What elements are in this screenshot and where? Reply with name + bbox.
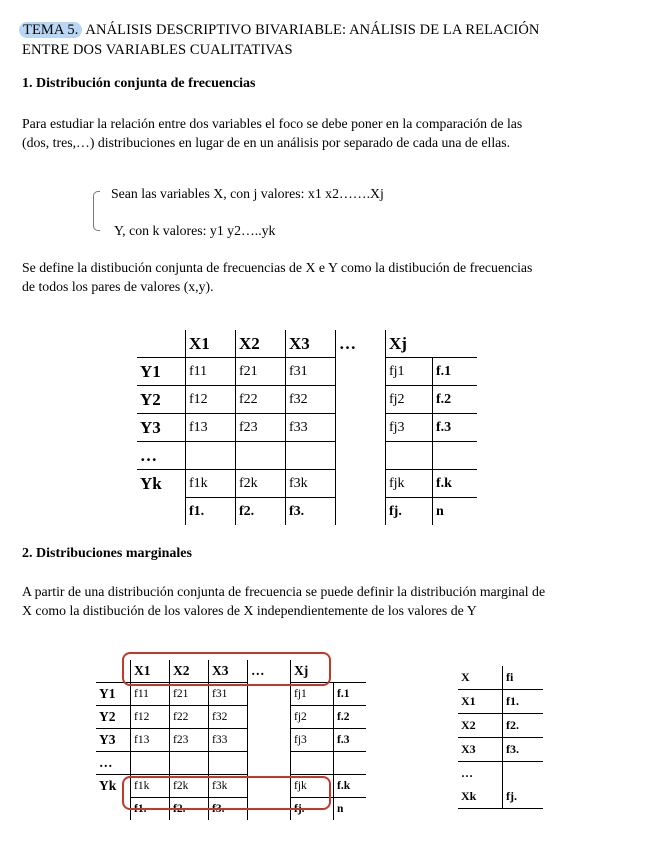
small-joint-cell: f21	[170, 683, 209, 706]
title-line-2: ENTRE DOS VARIABLES CUALITATIVAS	[22, 42, 293, 58]
small-joint-header-cell: Xj	[291, 660, 334, 683]
joint-header-cell: Xj	[386, 330, 433, 358]
small-joint-cell	[170, 752, 209, 775]
joint-cell: fj2	[386, 386, 433, 414]
marginal-cell: f3.	[503, 738, 544, 762]
marginal-row	[458, 690, 543, 714]
marginal-cell: Xk	[458, 785, 503, 809]
small-joint-row-label: …	[96, 752, 131, 775]
tema-label: TEMA 5.	[19, 22, 82, 38]
small-joint-cell: f.2	[334, 706, 367, 729]
marginal-row	[458, 785, 543, 809]
joint-cell: fj1	[386, 358, 433, 386]
joint-cell: f3.	[286, 498, 336, 526]
joint-header-cell	[433, 330, 478, 358]
small-joint-cell	[291, 752, 334, 775]
marginal-cell: X3	[458, 738, 503, 762]
joint-header-cell: X1	[186, 330, 236, 358]
joint-cell	[433, 442, 478, 470]
small-joint-header-cell: X1	[131, 660, 170, 683]
joint-cell: f1k	[186, 470, 236, 498]
small-joint-cell: f.k	[334, 775, 367, 798]
small-joint-cell: f2k	[170, 775, 209, 798]
joint-cell	[336, 498, 386, 526]
joint-frequency-table	[137, 330, 477, 525]
small-joint-cell: f1k	[131, 775, 170, 798]
joint-row	[137, 414, 477, 442]
joint-cell: fj3	[386, 414, 433, 442]
variable-x-def: Sean las variables X, con j valores: x1 x2…….Xj	[111, 186, 384, 201]
para2-line2: de todos los pares de valores (x,y).	[22, 279, 214, 294]
section1-heading: 1. Distribución conjunta de frecuencias	[22, 76, 256, 91]
joint-header-cell	[137, 330, 186, 358]
joint-cell: f32	[286, 386, 336, 414]
marginal-table	[458, 666, 543, 809]
small-joint-cell: n	[334, 798, 367, 821]
joint-cell: fj.	[386, 498, 433, 526]
small-joint-cell	[131, 752, 170, 775]
joint-cell	[336, 470, 386, 498]
small-joint-cell: f31	[209, 683, 248, 706]
small-joint-header-cell: …	[248, 660, 291, 683]
marginal-cell: X1	[458, 690, 503, 714]
small-joint-row-label: Yk	[96, 775, 131, 798]
document-title	[22, 20, 632, 60]
joint-row-label	[137, 498, 186, 526]
joint-row-label: Y2	[137, 386, 186, 414]
joint-cell	[336, 414, 386, 442]
joint-header-row	[137, 330, 477, 358]
small-joint-cell: fj1	[291, 683, 334, 706]
joint-cell: f33	[286, 414, 336, 442]
joint-cell: f21	[236, 358, 286, 386]
joint-row-label: Y3	[137, 414, 186, 442]
joint-cell: f.2	[433, 386, 478, 414]
small-joint-row-label: Y3	[96, 729, 131, 752]
section2-paragraph	[22, 582, 634, 620]
joint-cell: n	[433, 498, 478, 526]
joint-cell: f.k	[433, 470, 478, 498]
joint-cell	[236, 442, 286, 470]
marginal-header-cell: X	[458, 666, 503, 690]
joint-row	[137, 386, 477, 414]
small-joint-cell: f32	[209, 706, 248, 729]
marginal-cell: …	[461, 766, 473, 780]
joint-cell: f22	[236, 386, 286, 414]
small-joint-cell: fj3	[291, 729, 334, 752]
para2-line1: Se define la distibución conjunta de frecuencias de X e Y como la distibución de frecuencias	[22, 260, 533, 275]
marginal-cell: f2.	[503, 714, 544, 738]
section2-line2: X como la distibución de los valores de X independientemente de los valores de Y	[22, 603, 477, 618]
joint-row-label: Yk	[137, 470, 186, 498]
small-joint-row	[96, 706, 366, 729]
para1-line1: Para estudiar la relación entre dos variables el foco se debe poner en la comparación de las	[22, 116, 523, 131]
joint-row-label: …	[137, 442, 186, 470]
marginal-row	[458, 762, 543, 786]
highlight-marginal-row	[122, 776, 331, 810]
joint-cell: f12	[186, 386, 236, 414]
small-joint-cell: f13	[131, 729, 170, 752]
joint-row	[137, 442, 477, 470]
small-joint-cell	[334, 752, 367, 775]
small-joint-cell: f2.	[170, 798, 209, 821]
title-line-1: ANÁLISIS DESCRIPTIVO BIVARIABLE: ANÁLISIS DE LA RELACIÓN	[85, 22, 540, 38]
variable-y-def: Y, con k valores: y1 y2…..yk	[114, 223, 276, 238]
small-joint-header-cell: X3	[209, 660, 248, 683]
small-joint-row-label: Y2	[96, 706, 131, 729]
small-joint-cell	[248, 729, 291, 752]
marginal-row	[458, 714, 543, 738]
joint-header-cell: X3	[286, 330, 336, 358]
joint-cell	[336, 386, 386, 414]
small-joint-cell: f1.	[131, 798, 170, 821]
small-joint-cell: f33	[209, 729, 248, 752]
joint-cell: f11	[186, 358, 236, 386]
joint-cell: f31	[286, 358, 336, 386]
section2-heading: 2. Distribuciones marginales	[22, 546, 192, 561]
joint-cell: f13	[186, 414, 236, 442]
small-joint-header-cell	[334, 660, 367, 683]
small-joint-cell: f12	[131, 706, 170, 729]
section1-paragraph	[22, 114, 634, 152]
marginal-cell	[503, 762, 544, 786]
marginal-cell: X2	[458, 714, 503, 738]
small-joint-cell: f3.	[209, 798, 248, 821]
joint-cell: f2k	[236, 470, 286, 498]
joint-row-label: Y1	[137, 358, 186, 386]
variables-brace	[93, 191, 100, 231]
small-joint-cell	[248, 706, 291, 729]
highlight-x-values	[122, 652, 331, 686]
small-joint-cell: f.1	[334, 683, 367, 706]
small-joint-cell: f23	[170, 729, 209, 752]
small-joint-row-label: Y1	[96, 683, 131, 706]
small-joint-cell	[209, 752, 248, 775]
joint-cell: f3k	[286, 470, 336, 498]
joint-cell: f.1	[433, 358, 478, 386]
joint-row	[137, 358, 477, 386]
joint-cell: f.3	[433, 414, 478, 442]
joint-header-cell: …	[336, 330, 386, 358]
para1-line2: (dos, tres,…) distribuciones en lugar de en un análisis por separado de cada una de ellas.	[22, 135, 511, 150]
joint-cell: f1.	[186, 498, 236, 526]
joint-header-cell: X2	[236, 330, 286, 358]
joint-cell: f2.	[236, 498, 286, 526]
marginal-cell: fj.	[503, 785, 544, 809]
small-joint-cell	[248, 752, 291, 775]
marginal-row	[458, 738, 543, 762]
small-joint-cell: fj.	[291, 798, 334, 821]
joint-cell: f23	[236, 414, 286, 442]
small-joint-row	[96, 752, 366, 775]
marginal-cell: f1.	[503, 690, 544, 714]
marginal-header-cell: fi	[503, 666, 544, 690]
small-joint-cell: f3k	[209, 775, 248, 798]
small-joint-cell: f11	[131, 683, 170, 706]
joint-cell	[186, 442, 236, 470]
joint-row	[137, 498, 477, 526]
joint-cell	[386, 442, 433, 470]
joint-cell	[336, 358, 386, 386]
small-joint-cell: f22	[170, 706, 209, 729]
small-joint-cell: fj2	[291, 706, 334, 729]
joint-row	[137, 470, 477, 498]
joint-cell: fjk	[386, 470, 433, 498]
joint-cell	[336, 442, 386, 470]
small-joint-row	[96, 729, 366, 752]
small-joint-cell: fjk	[291, 775, 334, 798]
section2-line1: A partir de una distribución conjunta de frecuencia se puede definir la distribución marginal de	[22, 584, 546, 599]
small-joint-cell: f.3	[334, 729, 367, 752]
marginal-header-row	[458, 666, 543, 690]
small-joint-header-cell: X2	[170, 660, 209, 683]
section1-definition	[22, 258, 634, 296]
joint-cell	[286, 442, 336, 470]
